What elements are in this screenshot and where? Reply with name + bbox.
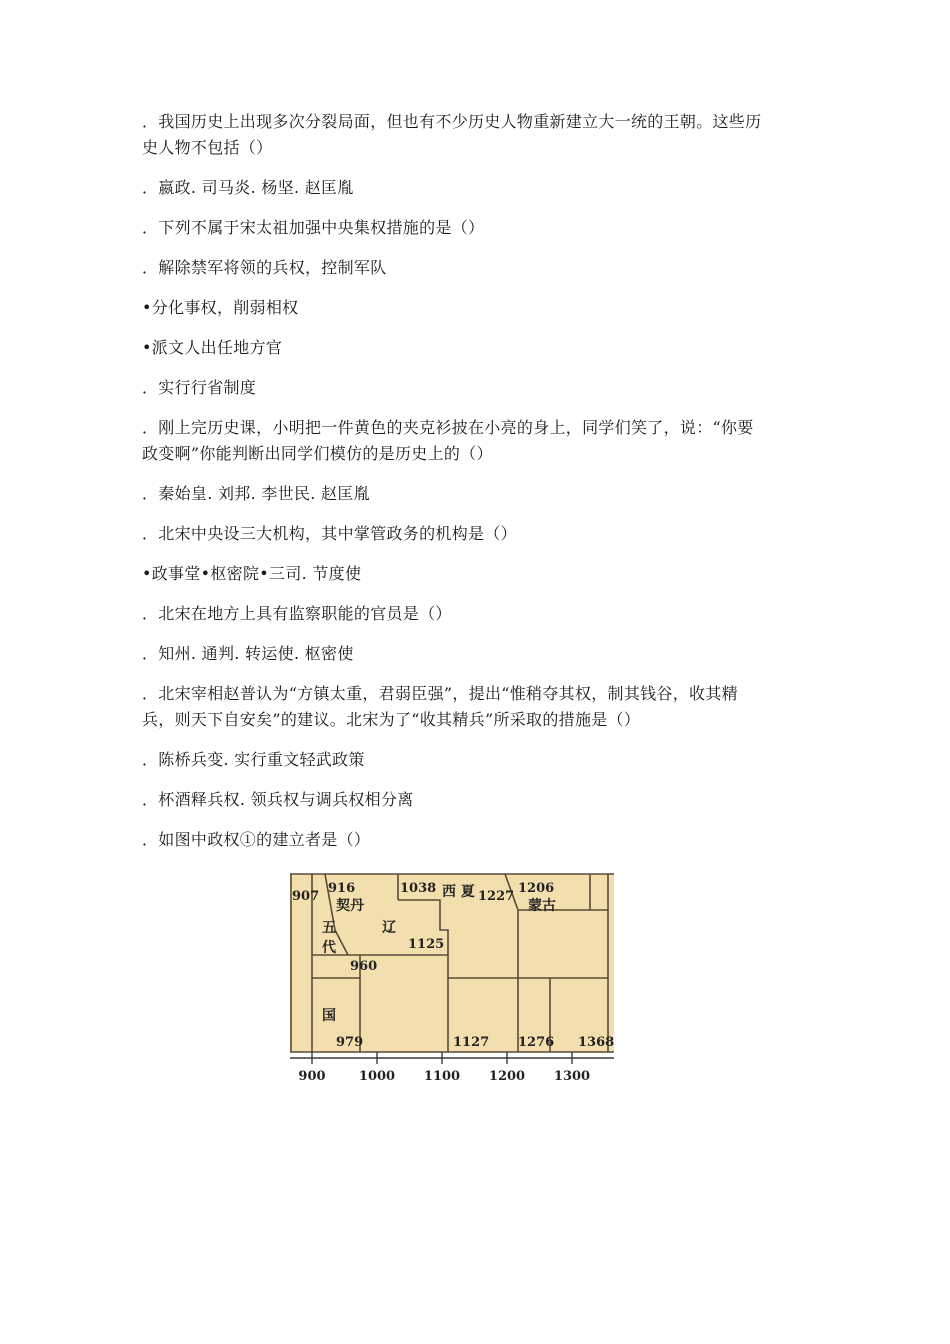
label-907: 907 bbox=[292, 889, 320, 904]
q6-options-1: ．陈桥兵变. 实行重文轻武政策 bbox=[142, 750, 365, 769]
label-menggu: 蒙古 bbox=[528, 898, 556, 914]
axis-tick-1100: 1100 bbox=[423, 1069, 461, 1084]
label-liao: 辽 bbox=[382, 920, 396, 936]
q5-stem: ．北宋在地方上具有监察职能的官员是（） bbox=[142, 604, 452, 623]
q2-option-b: •分化事权，削弱相权 bbox=[142, 298, 299, 317]
q1-line1: ．我国历史上出现多次分裂局面，但也有不少历史人物重新建立大一统的王朝。这些历 bbox=[142, 112, 762, 131]
q5-options: ．知州. 通判. 转运使. 枢密使 bbox=[142, 644, 354, 663]
q4-options: •政事堂•枢密院•三司. 节度使 bbox=[142, 564, 362, 583]
label-guo: 国 bbox=[322, 1008, 336, 1024]
label-979: 979 bbox=[336, 1035, 364, 1050]
q2-option-c: •派文人出任地方官 bbox=[142, 338, 283, 357]
q7-stem: ．如图中政权①的建立者是（） bbox=[142, 830, 371, 849]
q3-options: ．秦始皇. 刘邦. 李世民. 赵匡胤 bbox=[142, 484, 370, 503]
q1-line2: 史人物不包括（） bbox=[142, 138, 273, 157]
label-1038: 1038 bbox=[400, 881, 437, 896]
dynasty-timeline-figure bbox=[290, 870, 620, 1085]
q6-options-2: ．杯酒释兵权. 领兵权与调兵权相分离 bbox=[142, 790, 414, 809]
label-1227: 1227 bbox=[478, 889, 515, 904]
axis-tick-1200: 1200 bbox=[488, 1069, 526, 1084]
q2-option-a: ．解除禁军将领的兵权，控制军队 bbox=[142, 258, 387, 277]
label-1276: 1276 bbox=[518, 1035, 555, 1050]
q2-stem: ．下列不属于宋太祖加强中央集权措施的是（） bbox=[142, 218, 485, 237]
axis-tick-900: 900 bbox=[298, 1069, 326, 1084]
axis-tick-1000: 1000 bbox=[358, 1069, 396, 1084]
label-qidan: 契丹 bbox=[336, 898, 364, 914]
axis-tick-1300: 1300 bbox=[553, 1069, 591, 1084]
label-1206: 1206 bbox=[518, 881, 555, 896]
q2-option-d: ．实行行省制度 bbox=[142, 378, 257, 397]
label-wudai: 五代 bbox=[322, 920, 336, 956]
label-xixia: 西 夏 bbox=[442, 884, 475, 900]
q6-line2: 兵，则天下自安矣”的建议。北宋为了“收其精兵”所采取的措施是（） bbox=[142, 710, 641, 729]
q3-line1: ．刚上完历史课，小明把一件黄色的夹克衫披在小亮的身上，同学们笑了，说：“你要 bbox=[142, 418, 754, 437]
label-1368: 1368 bbox=[578, 1035, 615, 1050]
timeline-svg bbox=[290, 870, 620, 1085]
label-960: 960 bbox=[350, 959, 378, 974]
q6-line1: ．北宋宰相赵普认为“方镇太重，君弱臣强”，提出“惟稍夺其权，制其钱谷，收其精 bbox=[142, 684, 738, 703]
label-916: 916 bbox=[328, 881, 356, 896]
timeline-axis bbox=[290, 1052, 614, 1064]
q3-line2: 政变啊”你能判断出同学们模仿的是历史上的（） bbox=[142, 444, 493, 463]
label-1127: 1127 bbox=[453, 1035, 490, 1050]
q4-stem: ．北宋中央设三大机构，其中掌管政务的机构是（） bbox=[142, 524, 517, 543]
q1-options: ．嬴政. 司马炎. 杨坚. 赵匡胤 bbox=[142, 178, 354, 197]
label-1125: 1125 bbox=[408, 937, 445, 952]
